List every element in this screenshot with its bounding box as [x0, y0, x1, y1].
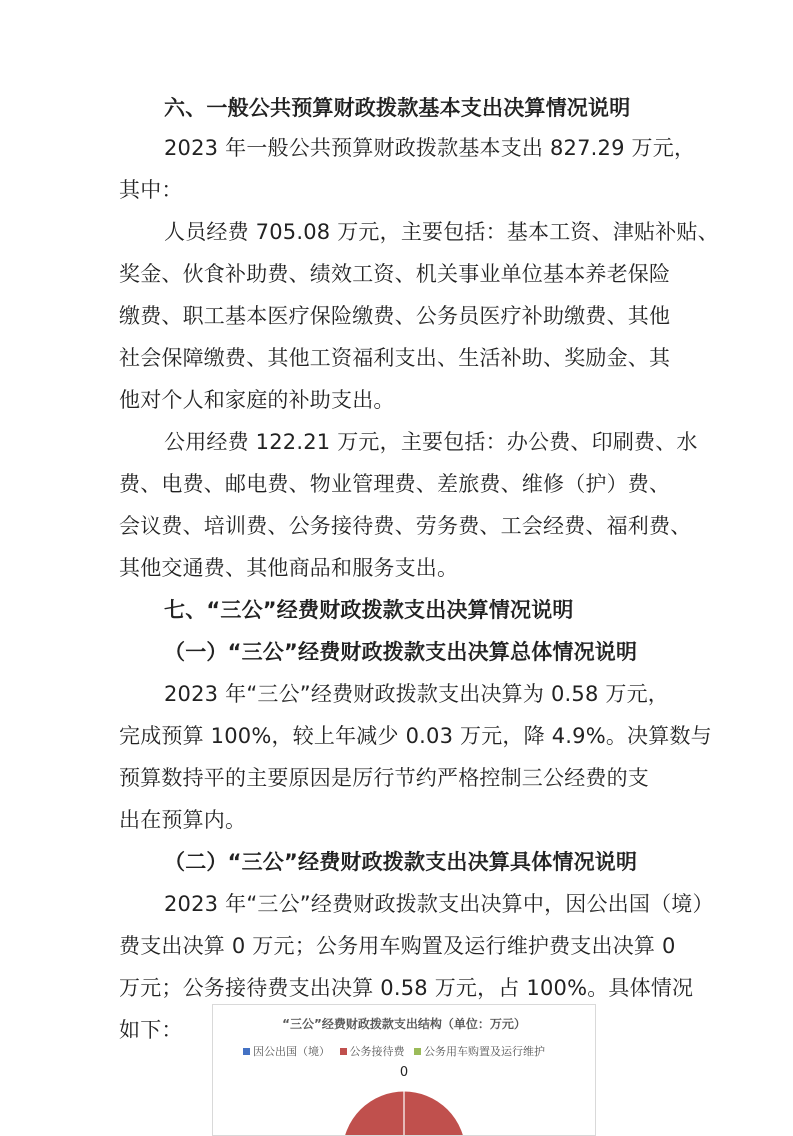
legend-label: 公务接待费: [349, 1045, 405, 1058]
text-line: 2023 年“三公”经费财政拨款支出决算中，因公出国（境）: [164, 892, 714, 916]
legend-label: 因公出国（境）: [253, 1045, 330, 1058]
pie-svg: [213, 1005, 595, 1135]
text-line: 其中：: [119, 178, 183, 202]
text-line: 他对个人和家庭的补助支出。: [119, 388, 395, 412]
text-line: 完成预算 100%，较上年减少 0.03 万元，降 4.9%。决算数与: [119, 724, 712, 748]
text-line: 其他交通费、其他商品和服务支出。: [119, 556, 459, 580]
text-line: 出在预算内。: [119, 808, 247, 832]
text-line: 缴费、职工基本医疗保险缴费、公务员医疗补助缴费、其他: [119, 304, 671, 328]
chart-title: “三公”经费财政拨款支出结构（单位：万元）: [282, 1017, 526, 1031]
section-heading: 七、“三公”经费财政拨款支出决算情况说明: [164, 598, 574, 622]
text-line: 如下：: [119, 1018, 183, 1042]
text-line: 费、电费、邮电费、物业管理费、差旅费、维修（护）费、: [119, 472, 671, 496]
section-heading: （一）“三公”经费财政拨款支出决算总体情况说明: [164, 640, 638, 664]
text-line: 万元；公务接待费支出决算 0.58 万元，占 100%。具体情况: [119, 976, 694, 1000]
section-heading: （二）“三公”经费财政拨款支出决算具体情况说明: [164, 850, 638, 874]
text-line: 奖金、伙食补助费、绩效工资、机关事业单位基本养老保险: [119, 262, 671, 286]
text-line: 社会保障缴费、其他工资福利支出、生活补助、奖励金、其: [119, 346, 671, 370]
data-label: 0: [399, 1065, 409, 1080]
text-line: 会议费、培训费、公务接待费、劳务费、工会经费、福利费、: [119, 514, 692, 538]
pie-chart: [212, 1004, 596, 1136]
text-line: 2023 年一般公共预算财政拨款基本支出 827.29 万元，: [164, 136, 696, 160]
legend-label: 公务用车购置及运行维护: [424, 1045, 545, 1058]
section-heading: 六、一般公共预算财政拨款基本支出决算情况说明: [164, 96, 631, 120]
text-line: 公用经费 122.21 万元，主要包括：办公费、印刷费、水: [164, 430, 698, 454]
text-line: 预算数持平的主要原因是厉行节约严格控制三公经费的支: [119, 766, 649, 790]
text-line: 人员经费 705.08 万元，主要包括：基本工资、津贴补贴、: [164, 220, 719, 244]
text-line: 2023 年“三公”经费财政拨款支出决算为 0.58 万元，: [164, 682, 669, 706]
text-line: 费支出决算 0 万元；公务用车购置及运行维护费支出决算 0: [119, 934, 676, 958]
